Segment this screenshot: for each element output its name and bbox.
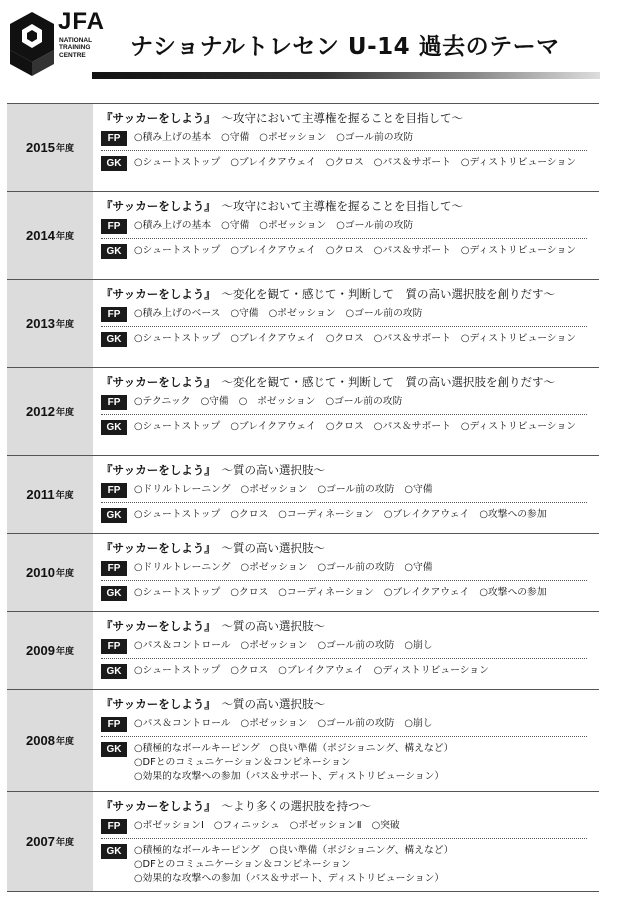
fp-badge: FP (101, 819, 127, 834)
page-title: ナショナルトレセン U-14 過去のテーマ (130, 34, 560, 60)
fp-item: ○ポゼッションⅠ (134, 820, 204, 831)
fp-line (101, 395, 587, 415)
fp-item: ○守備 (230, 308, 259, 319)
year-row (7, 192, 599, 280)
fp-item: ○パス＆コントロール (134, 718, 231, 729)
fp-item: ○突破 (371, 820, 400, 831)
theme-content (93, 192, 599, 279)
year-cell (7, 280, 93, 367)
fp-items (134, 561, 443, 575)
year-number: 2009 (26, 643, 55, 658)
year-row (7, 456, 599, 534)
year-row (7, 368, 599, 456)
gk-item: ○ディストリビューション (460, 245, 577, 256)
logo-sub-line: TRAINING (59, 44, 91, 52)
gk-line (101, 664, 599, 679)
fp-item: ○守備 (404, 562, 433, 573)
year-cell (7, 192, 93, 279)
fp-item: ○積み上げのベース (134, 308, 221, 319)
gk-line (101, 420, 599, 435)
gk-badge: GK (101, 508, 127, 523)
theme-subtitle: 〜質の高い選択肢〜 (221, 697, 326, 711)
theme-content (93, 534, 599, 611)
gk-item: ○DFとのコミュニケーション＆コンビネーション (134, 859, 351, 870)
theme-content (93, 280, 599, 367)
fp-item: ○ポゼッション (240, 640, 308, 651)
theme-subtitle: 〜質の高い選択肢〜 (221, 541, 326, 555)
fp-item: ○ゴール前の攻防 (317, 484, 395, 495)
theme-title (101, 540, 599, 556)
gk-item: ○シュートストップ (134, 587, 221, 598)
fp-line (101, 483, 587, 503)
gk-line (101, 586, 599, 601)
title-underline (92, 72, 600, 79)
fp-line (101, 561, 587, 581)
fp-item: ○ポゼッション (240, 562, 308, 573)
theme-subtitle: 〜質の高い選択肢〜 (221, 619, 326, 633)
theme-title (101, 462, 599, 478)
fp-badge: FP (101, 307, 127, 322)
gk-items (134, 508, 557, 522)
fp-item: ○積み上げの基本 (134, 220, 212, 231)
gk-line (101, 844, 599, 886)
year-number: 2011 (26, 487, 55, 502)
theme-main: 『サッカーをしよう』 (101, 199, 211, 213)
year-suffix: 年度 (55, 408, 74, 418)
page-header (0, 0, 617, 96)
gk-items (134, 332, 586, 346)
fp-item: ○ドリルトレーニング (134, 484, 231, 495)
gk-badge: GK (101, 742, 127, 757)
fp-item: ○ゴール前の攻防 (336, 220, 414, 231)
year-row (7, 280, 599, 368)
theme-title (101, 618, 599, 634)
year-number: 2014 (26, 228, 55, 243)
gk-items (134, 586, 557, 600)
gk-badge: GK (101, 586, 127, 601)
gk-item: ○クロス (325, 157, 364, 168)
fp-item: ○ゴール前の攻防 (317, 562, 395, 573)
gk-item: ○クロス (230, 509, 269, 520)
fp-item: ○守備 (221, 132, 250, 143)
year-cell (7, 612, 93, 689)
fp-item: ○守備 (404, 484, 433, 495)
gk-item: ○積極的なボールキーピング ○良い準備（ポジショニング、構えなど） (134, 743, 454, 754)
gk-item: ○ブレイクアウェイ (383, 587, 470, 598)
fp-line (101, 307, 587, 327)
fp-item: ○崩し (404, 640, 433, 651)
gk-item: ○コーディネーション (278, 509, 374, 520)
gk-items (134, 742, 463, 784)
year-cell (7, 456, 93, 533)
logo-sub-line: CENTRE (59, 51, 86, 59)
gk-badge: GK (101, 844, 127, 859)
fp-line (101, 819, 587, 839)
theme-main: 『サッカーをしよう』 (101, 799, 211, 813)
gk-item: ○ブレイクアウェイ (230, 333, 316, 344)
fp-badge: FP (101, 639, 127, 654)
theme-title (101, 798, 599, 814)
fp-items (134, 219, 423, 233)
gk-badge: GK (101, 156, 127, 171)
gk-item: ○パス＆サポート (373, 421, 451, 432)
fp-items (134, 639, 443, 653)
fp-line (101, 639, 587, 659)
gk-badge: GK (101, 244, 127, 259)
gk-line (101, 332, 599, 347)
theme-main: 『サッカーをしよう』 (101, 619, 211, 633)
year-row (7, 534, 599, 612)
fp-badge: FP (101, 483, 127, 498)
year-suffix: 年度 (55, 144, 74, 154)
gk-item: ○ブレイクアウェイ (230, 245, 316, 256)
jfa-logo (6, 6, 106, 86)
fp-item: ○守備 (200, 396, 229, 407)
fp-item: ○テクニック (134, 396, 191, 407)
year-suffix: 年度 (55, 491, 74, 501)
theme-title (101, 374, 599, 390)
year-cell (7, 534, 93, 611)
theme-subtitle: 〜攻守において主導権を握ることを目指して〜 (221, 199, 464, 213)
year-row (7, 104, 599, 192)
fp-item: ○ゴール前の攻防 (325, 396, 403, 407)
year-cell (7, 368, 93, 455)
fp-item: ○守備 (221, 220, 250, 231)
fp-item: ○フィニッシュ (213, 820, 280, 831)
fp-badge: FP (101, 717, 127, 732)
fp-badge: FP (101, 219, 127, 234)
gk-item: ○シュートストップ (134, 245, 221, 256)
year-number: 2015 (26, 140, 55, 155)
theme-content (93, 690, 599, 791)
gk-badge: GK (101, 420, 127, 435)
gk-item: ○効果的な攻撃への参加（パス＆サポート、ディストリビューション） (134, 873, 445, 884)
gk-item: ○ディストリビューション (460, 157, 577, 168)
gk-line (101, 244, 599, 259)
gk-item: ○積極的なボールキーピング ○良い準備（ポジショニング、構えなど） (134, 845, 454, 856)
theme-content (93, 456, 599, 533)
year-row (7, 690, 599, 792)
gk-item: ○攻撃への参加 (479, 509, 547, 520)
year-suffix: 年度 (55, 647, 74, 657)
gk-item: ○効果的な攻撃への参加（パス＆サポート、ディストリビューション） (134, 771, 445, 782)
year-suffix: 年度 (55, 232, 74, 242)
gk-items (134, 244, 586, 258)
year-suffix: 年度 (55, 569, 74, 579)
year-cell (7, 690, 93, 791)
gk-item: ○クロス (325, 421, 364, 432)
fp-items (134, 717, 443, 731)
theme-title (101, 110, 599, 126)
theme-subtitle: 〜攻守において主導権を握ることを目指して〜 (221, 111, 464, 125)
year-suffix: 年度 (55, 320, 74, 330)
year-number: 2007 (26, 834, 55, 849)
gk-item: ○ブレイクアウェイ (278, 665, 364, 676)
theme-title (101, 696, 599, 712)
gk-item: ○パス＆サポート (373, 157, 451, 168)
gk-item: ○クロス (325, 245, 364, 256)
fp-item: ○ドリルトレーニング (134, 562, 231, 573)
logo-text: JFA (58, 8, 106, 35)
theme-title (101, 198, 599, 214)
year-number: 2008 (26, 733, 55, 748)
theme-table (7, 103, 599, 892)
theme-subtitle: 〜より多くの選択肢を持つ〜 (221, 799, 372, 813)
gk-item: ○シュートストップ (134, 157, 221, 168)
year-number: 2010 (26, 565, 55, 580)
fp-item: ○ゴール前の攻防 (317, 640, 395, 651)
gk-item: ○ブレイクアウェイ (230, 421, 316, 432)
gk-item: ○クロス (230, 665, 269, 676)
fp-item: ○ポゼッション (259, 132, 327, 143)
year-cell (7, 104, 93, 191)
fp-items (134, 307, 432, 321)
fp-badge: FP (101, 561, 127, 576)
gk-items (134, 156, 586, 170)
year-suffix: 年度 (55, 838, 74, 848)
fp-item: ○積み上げの基本 (134, 132, 212, 143)
gk-line (101, 156, 599, 171)
logo-subtext (59, 37, 109, 59)
gk-line (101, 742, 599, 784)
gk-item: ○シュートストップ (134, 421, 221, 432)
theme-subtitle: 〜変化を観て・感じて・判断して 質の高い選択肢を創りだす〜 (221, 287, 556, 301)
gk-item: ○シュートストップ (134, 665, 221, 676)
gk-line (101, 508, 599, 523)
fp-item: ○ゴール前の攻防 (317, 718, 395, 729)
gk-item: ○ディストリビューション (460, 421, 577, 432)
fp-line (101, 219, 587, 239)
fp-items (134, 395, 412, 409)
gk-item: ○ディストリビューション (460, 333, 577, 344)
theme-main: 『サッカーをしよう』 (101, 541, 211, 555)
gk-item: ○DFとのコミュニケーション＆コンビネーション (134, 757, 351, 768)
fp-items (134, 483, 443, 497)
gk-item: ○ブレイクアウェイ (230, 157, 316, 168)
theme-main: 『サッカーをしよう』 (101, 375, 211, 389)
year-row (7, 792, 599, 892)
theme-subtitle: 〜変化を観て・感じて・判断して 質の高い選択肢を創りだす〜 (221, 375, 556, 389)
fp-item: ○ ポゼッション (238, 396, 316, 407)
fp-line (101, 131, 587, 151)
gk-item: ○クロス (230, 587, 269, 598)
fp-item: ○パス＆コントロール (134, 640, 231, 651)
theme-title (101, 286, 599, 302)
theme-main: 『サッカーをしよう』 (101, 463, 211, 477)
theme-main: 『サッカーをしよう』 (101, 111, 211, 125)
gk-items (134, 664, 499, 678)
theme-content (93, 104, 599, 191)
fp-item: ○ポゼッション (240, 718, 308, 729)
fp-items (134, 819, 410, 833)
theme-content (93, 612, 599, 689)
year-suffix: 年度 (55, 737, 74, 747)
year-row (7, 612, 599, 690)
year-number: 2012 (26, 404, 55, 419)
gk-item: ○ディストリビューション (373, 665, 489, 676)
gk-item: ○クロス (325, 333, 364, 344)
theme-main: 『サッカーをしよう』 (101, 697, 211, 711)
theme-content (93, 792, 599, 891)
gk-item: ○コーディネーション (278, 587, 374, 598)
theme-main: 『サッカーをしよう』 (101, 287, 211, 301)
fp-badge: FP (101, 131, 127, 146)
fp-item: ○崩し (404, 718, 433, 729)
gk-badge: GK (101, 664, 127, 679)
gk-item: ○パス＆サポート (373, 333, 451, 344)
theme-content (93, 368, 599, 455)
fp-item: ○ゴール前の攻防 (336, 132, 414, 143)
gk-item: ○シュートストップ (134, 333, 221, 344)
gk-items (134, 844, 463, 886)
fp-items (134, 131, 423, 145)
fp-item: ○ゴール前の攻防 (345, 308, 423, 319)
gk-item: ○攻撃への参加 (479, 587, 547, 598)
fp-item: ○ポゼッション (240, 484, 308, 495)
gk-items (134, 420, 586, 434)
logo-sub-line: NATIONAL (59, 37, 93, 44)
theme-subtitle: 〜質の高い選択肢〜 (221, 463, 326, 477)
year-number: 2013 (26, 316, 55, 331)
fp-item: ○ポゼッション (259, 220, 327, 231)
gk-item: ○シュートストップ (134, 509, 221, 520)
jfa-emblem-icon (6, 10, 58, 80)
fp-line (101, 717, 587, 737)
gk-item: ○ブレイクアウェイ (383, 509, 470, 520)
year-cell (7, 792, 93, 891)
gk-item: ○パス＆サポート (373, 245, 451, 256)
gk-badge: GK (101, 332, 127, 347)
fp-badge: FP (101, 395, 127, 410)
fp-item: ○ポゼッション (268, 308, 336, 319)
fp-item: ○ポゼッションⅡ (289, 820, 362, 831)
